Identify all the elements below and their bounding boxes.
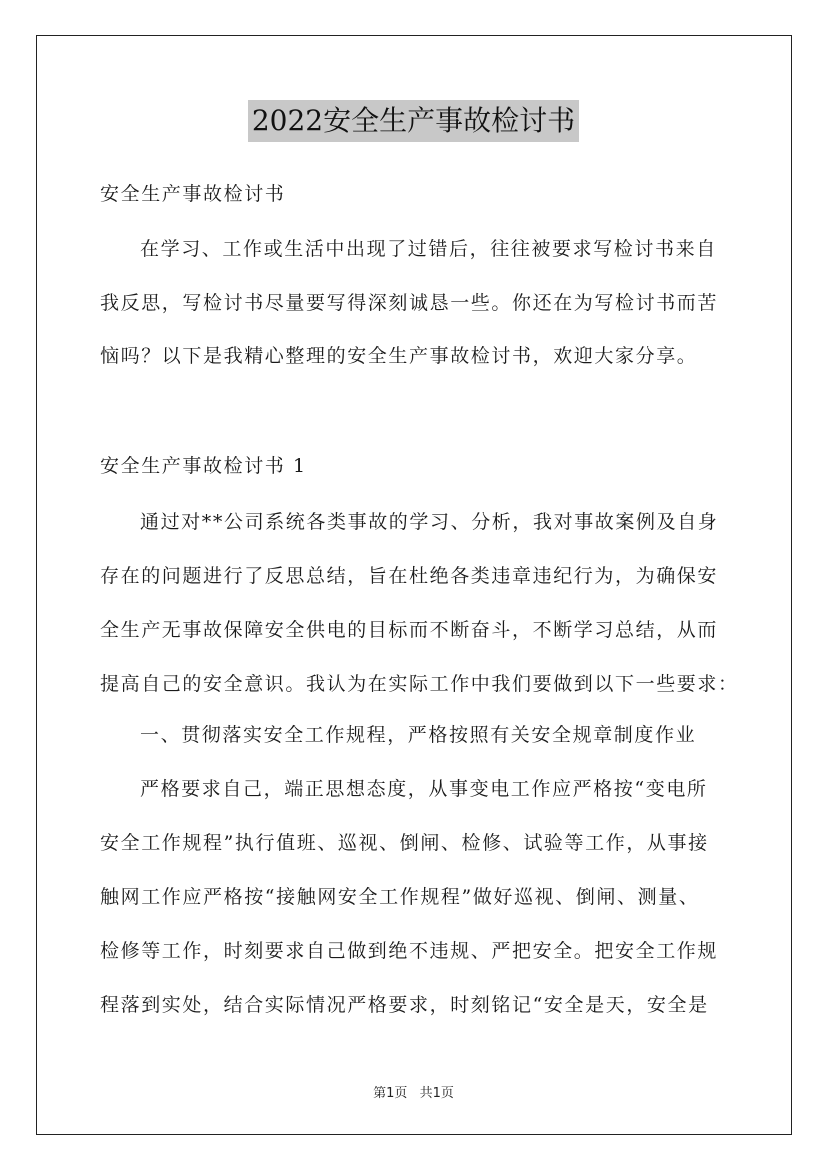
intro-line-1: 在学习、工作或生活中出现了过错后，往往被要求写检讨书来自 <box>140 238 717 260</box>
paragraph-line: 触网工作应严格按“接触网安全工作规程”做好巡视、倒闸、测量、 <box>100 886 700 908</box>
section-heading: 安全生产事故检讨书 1 <box>100 455 307 477</box>
page-footer <box>0 1082 827 1101</box>
paragraph-line: 通过对**公司系统各类事故的学习、分析，我对事故案例及自身 <box>140 511 719 533</box>
paragraph-line: 严格要求自己，端正思想态度，从事变电工作应严格按“变电所 <box>140 778 708 800</box>
intro-line-3: 恼吗？以下是我精心整理的安全生产事故检讨书，欢迎大家分享。 <box>100 345 698 367</box>
paragraph-line: 存在的问题进行了反思总结，旨在杜绝各类违章违纪行为，为确保安 <box>100 565 719 587</box>
intro-line-2: 我反思，写检讨书尽量要写得深刻诚恳一些。你还在为写检讨书而苦 <box>100 292 719 314</box>
document-title: 2022安全生产事故检讨书 <box>248 100 579 142</box>
paragraph-line: 提高自己的安全意识。我认为在实际工作中我们要做到以下一些要求： <box>100 673 739 695</box>
point-heading: 一、贯彻落实安全工作规程，严格按照有关安全规章制度作业 <box>140 724 697 746</box>
paragraph-line: 全生产无事故保障安全供电的目标而不断奋斗，不断学习总结，从而 <box>100 619 719 641</box>
title-container <box>0 100 827 142</box>
page-number: 第1页 <box>373 1086 408 1101</box>
paragraph-line: 安全工作规程”执行值班、巡视、倒闸、检修、试验等工作，从事接 <box>100 832 709 854</box>
paragraph-line: 检修等工作，时刻要求自己做到绝不违规、严把安全。把安全工作规 <box>100 940 719 962</box>
subtitle: 安全生产事故检讨书 <box>100 183 286 205</box>
page-total: 共1页 <box>419 1086 454 1101</box>
paragraph-line: 程落到实处，结合实际情况严格要求，时刻铭记“安全是天，安全是 <box>100 994 709 1016</box>
